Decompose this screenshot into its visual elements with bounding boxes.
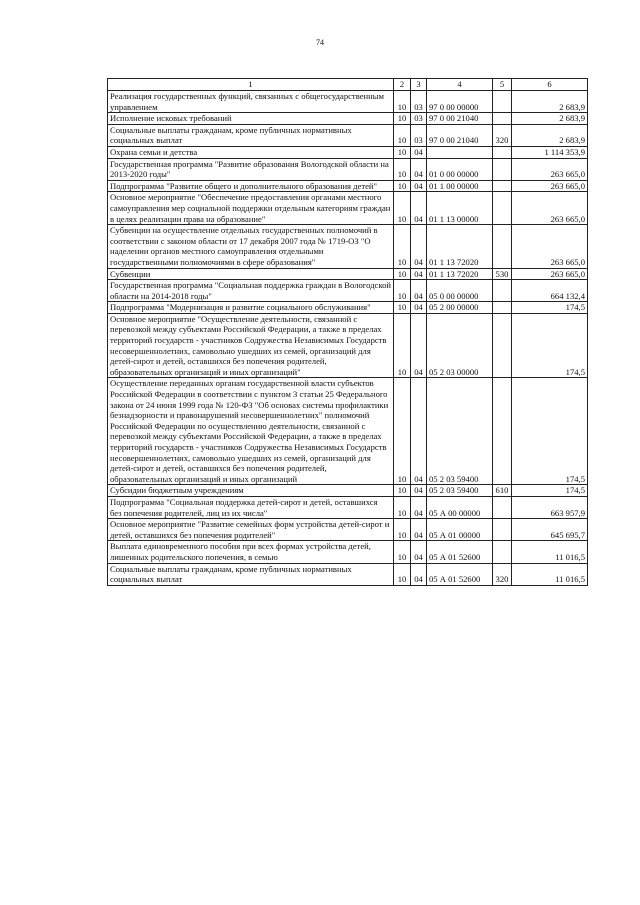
- row-expense-type-cell: [493, 225, 512, 268]
- table-row: [108, 519, 588, 541]
- row-expense-type-cell: [493, 113, 512, 125]
- row-amount-cell: 263 665,0: [512, 268, 588, 280]
- header-cell-amount: 6: [512, 79, 588, 91]
- table-row: [108, 563, 588, 585]
- row-subsection-cell: 04: [411, 146, 427, 158]
- row-expense-type-cell: [493, 180, 512, 192]
- row-name-cell: Подпрограмма "Социальная поддержка детей-сирот и детей, оставшихся без попечения родителей, лиц из их числа": [108, 496, 394, 518]
- row-section-cell: 10: [394, 158, 411, 180]
- row-name-cell: Государственная программа "Социальная поддержка граждан в Вологодской области на 2014-2018 годы": [108, 280, 394, 302]
- row-name-cell: Основное мероприятие "Осуществление деятельности, связанной с перевозкой между субъектами Российской Федерации, а также в пределах территорий государств - участников Содружества Независимых Государств несовершеннолетних, самовольно ушедших из семей, организаций для детей-сирот и детей, оставшихся без попечения родителей, образовательных организаций и иных организаций": [108, 313, 394, 378]
- row-name-cell: Субвенции: [108, 268, 394, 280]
- row-target-code-cell: 05 А 01 00000: [427, 519, 493, 541]
- row-expense-type-cell: 320: [493, 124, 512, 146]
- table-row: [108, 378, 588, 485]
- row-amount-cell: 174,5: [512, 313, 588, 378]
- row-subsection-cell: 04: [411, 378, 427, 485]
- row-target-code-cell: 01 1 13 00000: [427, 192, 493, 225]
- row-target-code-cell: 01 0 00 00000: [427, 158, 493, 180]
- row-expense-type-cell: [493, 378, 512, 485]
- row-target-code-cell: [427, 146, 493, 158]
- table-row: [108, 485, 588, 497]
- row-section-cell: 10: [394, 563, 411, 585]
- table-row: [108, 146, 588, 158]
- row-amount-cell: 664 132,4: [512, 280, 588, 302]
- row-subsection-cell: 04: [411, 563, 427, 585]
- row-amount-cell: 174,5: [512, 378, 588, 485]
- row-amount-cell: 2 683,9: [512, 113, 588, 125]
- table-row: [108, 541, 588, 563]
- row-section-cell: 10: [394, 268, 411, 280]
- row-subsection-cell: 04: [411, 180, 427, 192]
- row-name-cell: Осуществление переданных органам государственной власти субъектов Российской Федерации в соответствии с пунктом 3 статьи 25 Федерального закона от 24 июня 1999 года № 120-ФЗ "Об основах системы профилактики безнадзорности и правонарушений несовершеннолетних" полномочий Российской Федерации по осуществлению деятельности, связанной с перевозкой между субъектами Российской Федерации, а также в пределах территорий государств - участников Содружества Независимых Государств несовершеннолетних, самовольно ушедших из семей, организаций для детей-сирот и детей, оставшихся без попечения родителей, образовательных организаций и иных организаций: [108, 378, 394, 485]
- table-row: [108, 313, 588, 378]
- table-row: [108, 225, 588, 268]
- row-expense-type-cell: [493, 146, 512, 158]
- row-expense-type-cell: 530: [493, 268, 512, 280]
- page-number: 74: [316, 38, 324, 47]
- row-name-cell: Государственная программа "Развитие образования Вологодской области на 2013-2020 годы": [108, 158, 394, 180]
- row-amount-cell: 174,5: [512, 485, 588, 497]
- row-subsection-cell: 04: [411, 280, 427, 302]
- header-cell-subsection: 3: [411, 79, 427, 91]
- row-target-code-cell: 01 1 13 72020: [427, 225, 493, 268]
- row-expense-type-cell: 610: [493, 485, 512, 497]
- row-section-cell: 10: [394, 146, 411, 158]
- row-target-code-cell: 97 0 00 00000: [427, 91, 493, 113]
- table-row: [108, 91, 588, 113]
- row-section-cell: 10: [394, 496, 411, 518]
- row-amount-cell: 263 665,0: [512, 158, 588, 180]
- table-row: [108, 158, 588, 180]
- row-subsection-cell: 04: [411, 496, 427, 518]
- row-expense-type-cell: [493, 541, 512, 563]
- budget-table: [107, 78, 588, 586]
- row-name-cell: Охрана семьи и детства: [108, 146, 394, 158]
- row-section-cell: 10: [394, 313, 411, 378]
- row-name-cell: Социальные выплаты гражданам, кроме публичных нормативных социальных выплат: [108, 124, 394, 146]
- table-row: [108, 124, 588, 146]
- row-amount-cell: 263 665,0: [512, 225, 588, 268]
- row-section-cell: 10: [394, 180, 411, 192]
- row-subsection-cell: 03: [411, 91, 427, 113]
- header-cell-expense-type: 5: [493, 79, 512, 91]
- table-row: [108, 268, 588, 280]
- row-subsection-cell: 04: [411, 192, 427, 225]
- row-expense-type-cell: [493, 496, 512, 518]
- row-target-code-cell: 01 1 00 00000: [427, 180, 493, 192]
- row-section-cell: 10: [394, 124, 411, 146]
- row-section-cell: 10: [394, 519, 411, 541]
- row-name-cell: Подпрограмма "Развитие общего и дополнительного образования детей": [108, 180, 394, 192]
- row-subsection-cell: 04: [411, 541, 427, 563]
- row-target-code-cell: 01 1 13 72020: [427, 268, 493, 280]
- row-amount-cell: 263 665,0: [512, 180, 588, 192]
- table-row: [108, 496, 588, 518]
- row-target-code-cell: 97 0 00 21040: [427, 113, 493, 125]
- header-cell-section: 2: [394, 79, 411, 91]
- row-name-cell: Социальные выплаты гражданам, кроме публичных нормативных социальных выплат: [108, 563, 394, 585]
- header-cell-target-code: 4: [427, 79, 493, 91]
- row-name-cell: Основное мероприятие "Обеспечение предоставления органами местного самоуправления мер социальной поддержки отдельным категориям граждан в целях реализации права на образование": [108, 192, 394, 225]
- row-target-code-cell: 05 2 03 59400: [427, 485, 493, 497]
- row-section-cell: 10: [394, 541, 411, 563]
- row-subsection-cell: 04: [411, 302, 427, 314]
- row-amount-cell: 1 114 353,9: [512, 146, 588, 158]
- row-target-code-cell: 05 2 03 00000: [427, 313, 493, 378]
- row-expense-type-cell: [493, 313, 512, 378]
- row-expense-type-cell: [493, 192, 512, 225]
- row-subsection-cell: 04: [411, 158, 427, 180]
- row-subsection-cell: 04: [411, 485, 427, 497]
- table-row: [108, 113, 588, 125]
- row-name-cell: Реализация государственных функций, связанных с общегосударственным управлением: [108, 91, 394, 113]
- row-expense-type-cell: [493, 280, 512, 302]
- table-header-row: [108, 79, 588, 91]
- row-name-cell: Исполнение исковых требований: [108, 113, 394, 125]
- row-subsection-cell: 04: [411, 519, 427, 541]
- row-expense-type-cell: 320: [493, 563, 512, 585]
- row-subsection-cell: 04: [411, 313, 427, 378]
- row-subsection-cell: 04: [411, 225, 427, 268]
- row-target-code-cell: 05 0 00 00000: [427, 280, 493, 302]
- header-cell-name: 1: [108, 79, 394, 91]
- row-section-cell: 10: [394, 302, 411, 314]
- row-section-cell: 10: [394, 113, 411, 125]
- table-row: [108, 280, 588, 302]
- row-expense-type-cell: [493, 519, 512, 541]
- row-section-cell: 10: [394, 225, 411, 268]
- row-target-code-cell: 97 0 00 21040: [427, 124, 493, 146]
- row-subsection-cell: 04: [411, 268, 427, 280]
- row-target-code-cell: 05 2 00 00000: [427, 302, 493, 314]
- row-target-code-cell: 05 А 01 52600: [427, 541, 493, 563]
- row-amount-cell: 663 957,9: [512, 496, 588, 518]
- row-name-cell: Подпрограмма "Модернизация и развитие социального обслуживания": [108, 302, 394, 314]
- row-name-cell: Выплата единовременного пособия при всех формах устройства детей, лишенных родительского попечения, в семью: [108, 541, 394, 563]
- row-target-code-cell: 05 А 01 52600: [427, 563, 493, 585]
- row-expense-type-cell: [493, 91, 512, 113]
- row-name-cell: Субвенции на осуществление отдельных государственных полномочий в соответствии с законом области от 17 декабря 2007 года № 1719-ОЗ "О наделении органов местного самоуправления отдельными государственными полномочиями в сфере образования": [108, 225, 394, 268]
- row-subsection-cell: 03: [411, 124, 427, 146]
- row-section-cell: 10: [394, 280, 411, 302]
- row-target-code-cell: 05 А 00 00000: [427, 496, 493, 518]
- table-row: [108, 180, 588, 192]
- row-amount-cell: 11 016,5: [512, 563, 588, 585]
- row-section-cell: 10: [394, 378, 411, 485]
- table-row: [108, 192, 588, 225]
- row-section-cell: 10: [394, 485, 411, 497]
- row-section-cell: 10: [394, 91, 411, 113]
- row-expense-type-cell: [493, 158, 512, 180]
- row-amount-cell: 2 683,9: [512, 91, 588, 113]
- row-amount-cell: 2 683,9: [512, 124, 588, 146]
- row-target-code-cell: 05 2 03 59400: [427, 378, 493, 485]
- row-amount-cell: 11 016,5: [512, 541, 588, 563]
- row-amount-cell: 263 665,0: [512, 192, 588, 225]
- row-expense-type-cell: [493, 302, 512, 314]
- row-amount-cell: 174,5: [512, 302, 588, 314]
- row-name-cell: Основное мероприятие "Развитие семейных форм устройства детей-сирот и детей, оставшихся без попечения родителей": [108, 519, 394, 541]
- table-row: [108, 302, 588, 314]
- row-subsection-cell: 03: [411, 113, 427, 125]
- row-name-cell: Субсидии бюджетным учреждениям: [108, 485, 394, 497]
- row-amount-cell: 645 695,7: [512, 519, 588, 541]
- row-section-cell: 10: [394, 192, 411, 225]
